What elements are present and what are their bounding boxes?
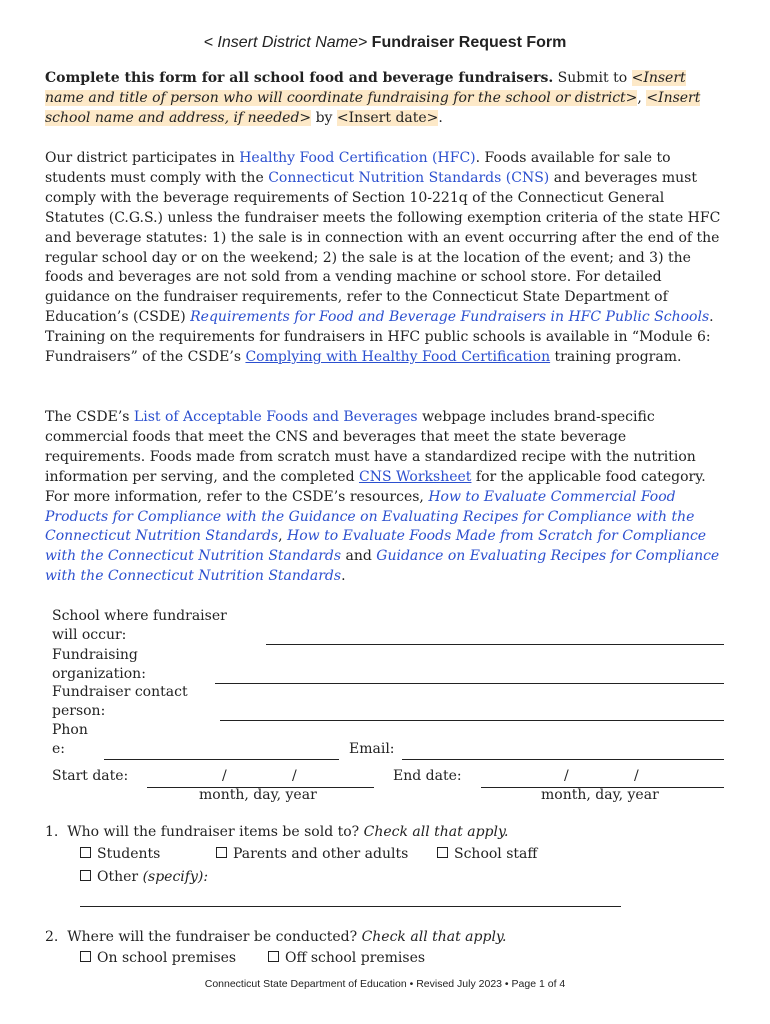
contact-label bbox=[52, 683, 188, 721]
footer-page: Page 1 of 4 bbox=[511, 978, 566, 990]
end-date-slash-1: / bbox=[564, 768, 569, 784]
end-date-slash-2: / bbox=[634, 768, 639, 784]
checkbox-icon[interactable] bbox=[216, 847, 227, 858]
p3-text-4: , bbox=[278, 528, 288, 545]
intro-end: . bbox=[438, 109, 443, 126]
complying-hfc-link[interactable]: Complying with Healthy Food Certification bbox=[245, 349, 551, 366]
p3-text-5: and bbox=[341, 548, 377, 565]
fundraiser-requirements-link[interactable]: Requirements for Food and Beverage Fundraisers in HFC Public Schools bbox=[190, 309, 710, 326]
other-specify-field[interactable] bbox=[80, 906, 621, 907]
footer-revised: Revised July 2023 bbox=[416, 978, 503, 990]
contact-label-line1: Fundraiser contact bbox=[52, 684, 188, 700]
end-date-hint: month, day, year bbox=[541, 787, 659, 803]
footer-sep-2: • bbox=[502, 978, 512, 990]
on-premises-label: On school premises bbox=[97, 950, 237, 966]
org-label-line1: Fundraising bbox=[52, 647, 138, 663]
phone-label-line2: e: bbox=[52, 741, 66, 757]
q1-hint: Check all that apply. bbox=[363, 824, 509, 840]
checkbox-icon[interactable] bbox=[268, 951, 279, 962]
staff-label: School staff bbox=[454, 846, 538, 862]
p3-text-6: . bbox=[341, 568, 346, 585]
phone-field[interactable] bbox=[104, 759, 339, 760]
p3-text-1: The CSDE’s bbox=[45, 409, 134, 425]
checkbox-staff[interactable] bbox=[437, 846, 537, 862]
question-1 bbox=[45, 824, 508, 840]
checkbox-icon[interactable] bbox=[80, 847, 91, 858]
phone-label-line1: Phon bbox=[52, 722, 88, 738]
other-hint: (specify): bbox=[142, 869, 209, 885]
parents-label: Parents and other adults bbox=[233, 846, 409, 862]
checkbox-parents[interactable] bbox=[216, 846, 408, 862]
p2-text-2: . Foods available for sale to students must comply with the bbox=[45, 150, 671, 186]
students-label: Students bbox=[97, 846, 161, 862]
contact-label-line2: person: bbox=[52, 703, 106, 719]
question-2 bbox=[45, 929, 506, 945]
school-label-line1: School where fundraiser bbox=[52, 608, 227, 624]
district-name-placeholder: < Insert District Name> bbox=[203, 34, 368, 51]
school-label bbox=[52, 607, 227, 645]
p3-text-2: webpage includes brand-specific commercial foods that meet the CNS and beverages that meet the state beverage requirements. Foods made from scratch must have a standardized recipe with the nutrition information per serving, and the completed bbox=[45, 409, 696, 485]
page-footer bbox=[0, 978, 770, 990]
checkbox-icon[interactable] bbox=[80, 951, 91, 962]
p3-text-3: for the applicable food category. For more information, refer to the CSDE’s resources, bbox=[45, 468, 706, 505]
hfc-link[interactable]: Healthy Food Certification (HFC) bbox=[239, 150, 476, 166]
checkbox-students[interactable] bbox=[80, 846, 160, 862]
footer-agency: Connecticut State Department of Education bbox=[204, 978, 407, 990]
q2-number: 2. bbox=[45, 929, 59, 945]
end-date-label: End date: bbox=[393, 768, 462, 784]
cns-link[interactable]: Connecticut Nutrition Standards (CNS) bbox=[268, 169, 550, 186]
title-text: Fundraiser Request Form bbox=[367, 34, 567, 51]
q2-hint: Check all that apply. bbox=[361, 929, 507, 945]
start-date-slash-2: / bbox=[292, 768, 297, 784]
email-label: Email: bbox=[349, 741, 395, 757]
school-field[interactable] bbox=[266, 644, 724, 645]
evaluate-commercial-link[interactable]: How to Evaluate Commercial Food Products for Compliance with the Guidance on Evaluating Recipes for Compliance with the Connecticut Nutrition Standards bbox=[45, 488, 695, 545]
p2-text-5: training program. bbox=[550, 349, 682, 366]
acceptable-foods-link[interactable]: List of Acceptable Foods and Beverages bbox=[133, 409, 418, 425]
hfc-paragraph bbox=[45, 149, 725, 368]
q1-number: 1. bbox=[45, 824, 59, 840]
page-title bbox=[0, 34, 770, 52]
intro-bold: Complete this form for all school food and beverage fundraisers. bbox=[45, 70, 554, 86]
org-label-line2: organization: bbox=[52, 666, 146, 682]
intro-paragraph bbox=[45, 69, 725, 129]
checkbox-icon[interactable] bbox=[80, 870, 91, 881]
start-date-hint: month, day, year bbox=[199, 787, 317, 803]
p2-text-1: Our district participates in bbox=[45, 150, 240, 166]
evaluating-recipes-link[interactable]: Guidance on Evaluating Recipes for Compliance with the Connecticut Nutrition Standards bbox=[45, 548, 720, 585]
intro-submit: Submit to bbox=[553, 70, 632, 86]
checkbox-other[interactable] bbox=[80, 869, 208, 885]
footer-sep-1: • bbox=[406, 978, 417, 990]
checkbox-off-premises[interactable] bbox=[268, 950, 425, 966]
checkbox-icon[interactable] bbox=[437, 847, 448, 858]
other-label: Other bbox=[97, 869, 143, 885]
school-address-placeholder: <Insert school name and address, if needed> bbox=[45, 89, 701, 126]
intro-comma: , bbox=[637, 89, 647, 106]
p2-text-3: and beverages must comply with the beverage requirements of Section 10-221q of the Connecticut General Statutes (C.G.S.) unless the fundraiser meets the following exemption criteria of the state HFC and beverage statutes: 1) the sale is in connection with an event occurring after the end of the regular school day or on the weekend; 2) the sale is at the location of the event; and 3) the foods and beverages are not sold from a vending machine or school store. For detailed guidance on the fundraiser requirements, refer to the Connecticut State Department of Education’s (CSDE) bbox=[45, 169, 721, 326]
off-premises-label: Off school premises bbox=[285, 950, 426, 966]
date-placeholder: <Insert date> bbox=[336, 109, 439, 126]
email-field[interactable] bbox=[402, 759, 724, 760]
q1-text: Who will the fundraiser items be sold to? bbox=[67, 824, 364, 840]
resources-paragraph bbox=[45, 408, 725, 587]
organization-label bbox=[52, 646, 146, 684]
checkbox-on-premises[interactable] bbox=[80, 950, 236, 966]
cns-worksheet-link[interactable]: CNS Worksheet bbox=[358, 468, 472, 485]
phone-label bbox=[52, 721, 88, 759]
contact-field[interactable] bbox=[220, 720, 724, 721]
intro-by: by bbox=[311, 109, 337, 126]
q2-text: Where will the fundraiser be conducted? bbox=[67, 929, 362, 945]
start-date-label: Start date: bbox=[52, 768, 129, 784]
organization-field[interactable] bbox=[215, 683, 724, 684]
evaluate-scratch-link[interactable]: How to Evaluate Foods Made from Scratch for Compliance with the Connecticut Nutrition Standards bbox=[45, 528, 707, 565]
school-label-line2: will occur: bbox=[52, 627, 127, 643]
start-date-slash-1: / bbox=[222, 768, 227, 784]
p2-text-4: . Training on the requirements for fundraisers in HFC public schools is available in “Module 6: Fundraisers” of the CSDE’s bbox=[45, 309, 714, 366]
coordinator-placeholder: <Insert name and title of person who will coordinate fundraising for the school or district> bbox=[45, 70, 686, 106]
